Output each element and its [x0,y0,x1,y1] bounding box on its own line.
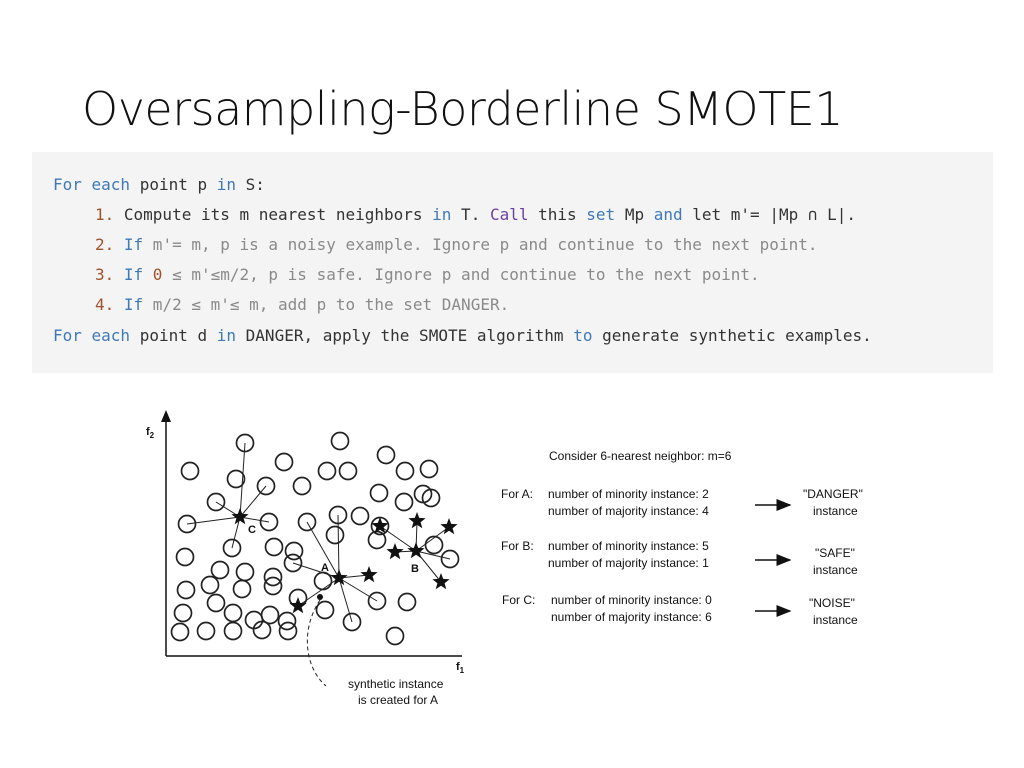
case-a-result-2: instance [813,504,858,518]
code-line-5 [95,295,509,314]
majority-circle [178,582,195,599]
code-line-2 [95,205,856,224]
majority-circle [202,577,219,594]
majority-circle [378,447,395,464]
minority-star-icon [386,543,403,559]
neighbor-line [240,486,266,517]
majority-circle [177,549,194,566]
code-line-1 [53,175,265,194]
majority-circle [397,463,414,480]
majority-circle [172,624,189,641]
minority-star-icon [407,542,424,558]
code-keyword: to [573,326,593,345]
majority-circle [340,463,357,480]
code-number: 3. [95,265,115,284]
code-number: 1. [95,205,115,224]
majority-circle [237,564,254,581]
majority-circle [319,463,336,480]
code-text: Mp [615,205,654,224]
case-c-minority: number of minority instance: 0 [551,593,712,607]
minority-star-icon [330,569,347,585]
code-line-4 [95,265,760,284]
code-line-6 [53,326,872,345]
code-keyword: If [114,295,144,314]
majority-circle [294,478,311,495]
case-a-result-1: "DANGER" [803,487,863,501]
majority-circle [228,471,245,488]
case-c-result-1: "NOISE" [809,596,855,610]
majority-circle [327,527,344,544]
x-axis-label: $f_1$ [456,661,465,675]
code-keyword: If [114,235,144,254]
case-c-result-2: instance [813,613,858,627]
code-keyword: Call [489,205,529,224]
code-keyword: in [216,175,237,194]
code-keyword: and [653,205,683,224]
code-text: this [528,205,587,224]
majority-circle [182,463,199,480]
synthetic-caption-line-1: synthetic instance [348,677,444,691]
code-number: 2. [95,235,115,254]
code-text: ≤ m'≤m/2, p is safe. Ignore p and continue to the next point. [162,265,760,284]
majority-circle [396,494,413,511]
majority-instances [172,433,459,645]
case-b-minority: number of minority instance: 5 [548,539,709,553]
synthetic-instance-dot [317,594,323,600]
case-b-result-1: "SAFE" [815,546,855,560]
point-label-a: A [321,562,329,574]
code-number: 4. [95,295,115,314]
slide-title: Oversampling-Borderline SMOTE1 [82,82,844,136]
code-line-3 [95,235,817,254]
borderline-smote-figure [140,400,890,718]
y-axis-label: $f_2$ [146,426,155,440]
point-label-b: B [411,563,419,575]
synthetic-caption-line-2: is created for A [358,693,439,707]
case-a-minority: number of minority instance: 2 [548,487,709,501]
case-c-majority: number of majority instance: 6 [551,610,712,624]
consider-text: Consider 6-nearest neighbor: m=6 [549,449,732,463]
minority-star-icon [432,573,449,589]
code-keyword: in [432,205,452,224]
majority-circle [234,581,251,598]
majority-circle [225,605,242,622]
code-keyword: in [216,326,237,345]
majority-circle [426,537,443,554]
majority-circle [352,508,369,525]
majority-circle [175,605,192,622]
point-label-c: C [248,524,256,536]
code-text: point d [130,326,217,345]
code-text: let m'= |Mp ∩ L|. [682,205,857,224]
majority-circle [280,623,297,640]
majority-circle [212,562,229,579]
case-c-for: For C: [502,593,536,607]
neighbor-line [416,527,449,551]
majority-circle [198,623,215,640]
code-text: DANGER, apply the SMOTE algorithm [236,326,574,345]
code-keyword: set [586,205,616,224]
minority-star-icon [360,566,377,582]
majority-circle [371,485,388,502]
figure-svg [140,400,890,718]
majority-circle [266,539,283,556]
code-number: 0 [143,265,163,284]
code-text: m'= m, p is a noisy example. Ignore p and continue to the next point. [143,235,818,254]
code-keyword: For each [53,175,131,194]
code-text: point p [130,175,217,194]
case-a-for: For A: [501,487,534,501]
majority-circle [421,461,438,478]
y-axis-arrow-icon [161,410,171,422]
neighbor-line [338,515,339,578]
case-b-majority: number of majority instance: 1 [548,556,709,570]
minority-star-icon [289,597,306,613]
code-text: generate synthetic examples. [592,326,872,345]
code-keyword: If [114,265,144,284]
case-a-majority: number of majority instance: 4 [548,504,709,518]
majority-circle [276,454,293,471]
code-text: m/2 ≤ m'≤ m, add p to the set DANGER. [143,295,510,314]
majority-circle [225,623,242,640]
majority-circle [317,602,334,619]
code-text: T. [451,205,490,224]
majority-circle [208,595,225,612]
code-text: S: [236,175,265,194]
case-b-for: For B: [501,539,534,553]
majority-circle [387,628,404,645]
majority-circle [399,594,416,611]
case-b-result-2: instance [813,563,858,577]
pseudocode-block [32,152,993,373]
majority-circle [315,573,332,590]
majority-circle [332,433,349,450]
code-text: Compute its m nearest neighbors [114,205,433,224]
code-keyword: For each [53,326,131,345]
